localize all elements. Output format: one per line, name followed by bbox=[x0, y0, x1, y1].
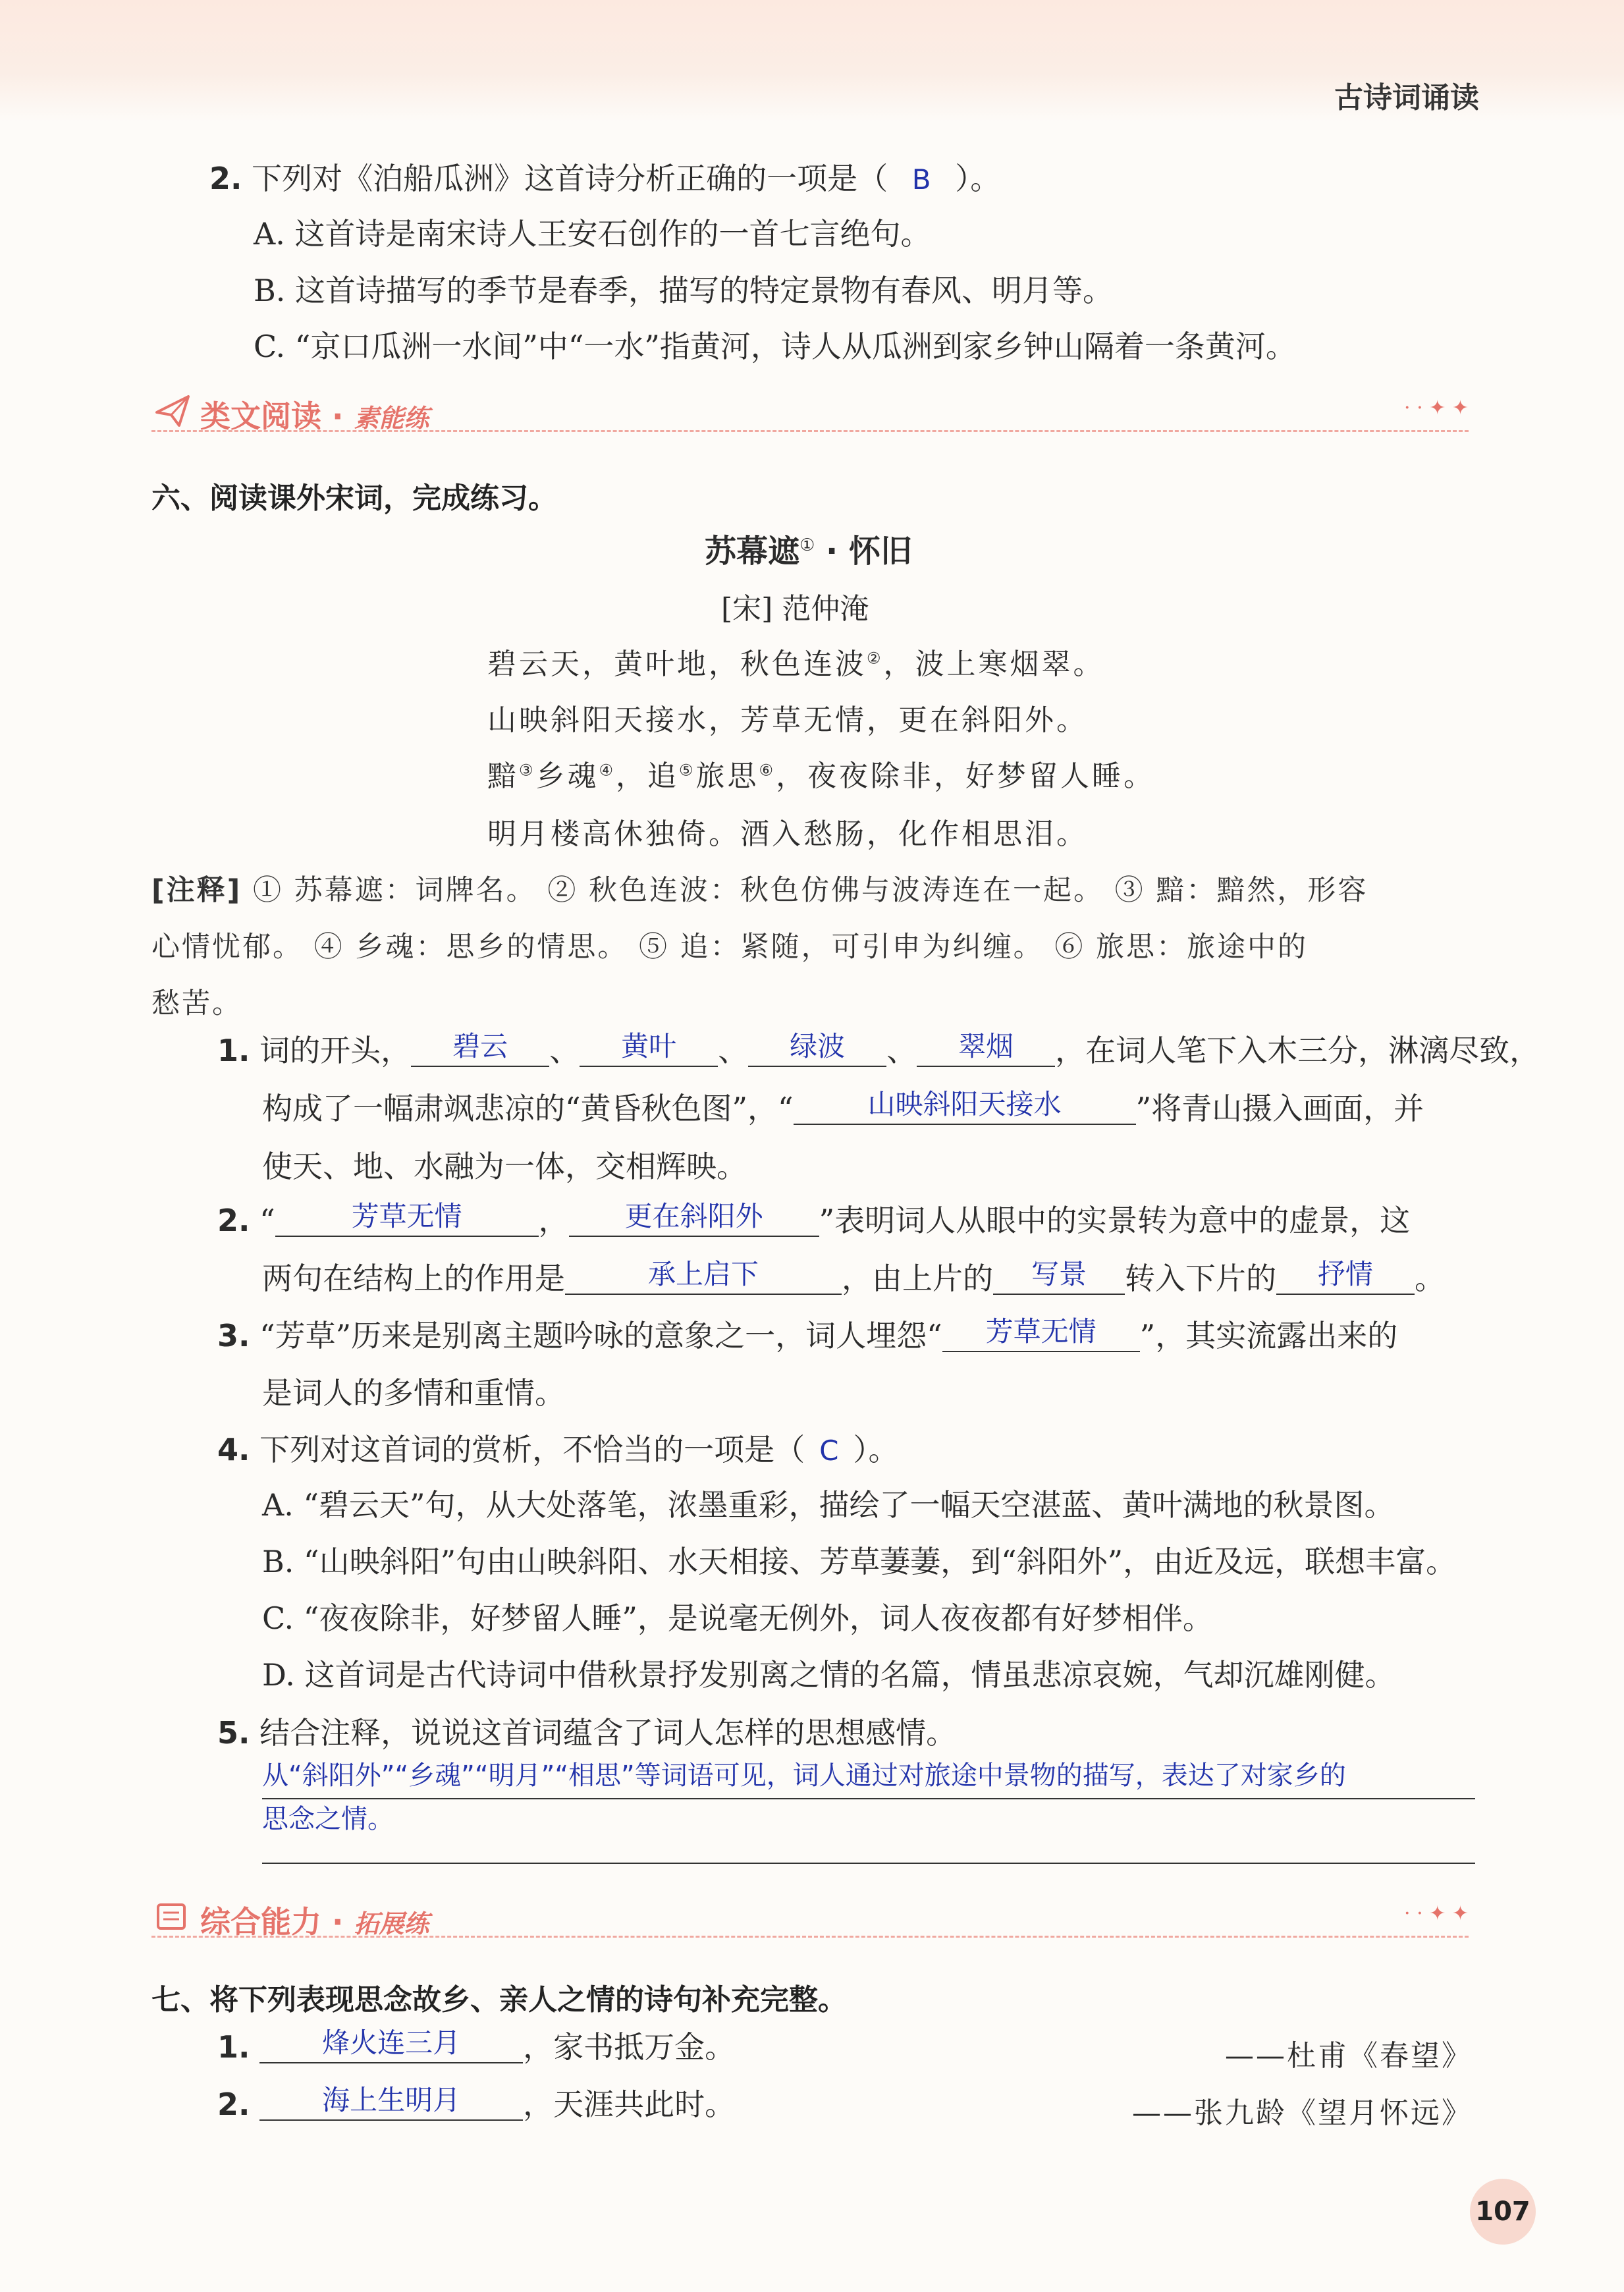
fill-blank[interactable]: 写景 bbox=[993, 1263, 1125, 1295]
option-b: B. 这首诗描写的季节是春季，描写的特定景物有春风、明月等。 bbox=[254, 273, 1114, 308]
page-number: 107 bbox=[1470, 2179, 1536, 2245]
q3-line2: 是词人的多情和重情。 bbox=[262, 1375, 565, 1411]
paper-plane-icon bbox=[154, 393, 191, 429]
option-d: D. 这首词是古代诗词中借秋景抒发别离之情的名篇，情虽悲凉哀婉，气却沉雄刚健。 bbox=[262, 1657, 1395, 1693]
note-line: 心情忧郁。 ④ 乡魂：思乡的情思。 ⑤ 追：紧随，可引申为纠缠。 ⑥ 旅思：旅途中的 bbox=[151, 931, 1309, 964]
stars-icon: · · ✦ ✦ bbox=[1404, 1902, 1469, 1925]
fill-blank[interactable]: 绿波 bbox=[748, 1035, 886, 1067]
option-a: A. “碧云天”句，从大处落笔，浓墨重彩，描绘了一幅天空湛蓝、黄叶满地的秋景图。 bbox=[262, 1487, 1395, 1523]
q4-stem: 4. 下列对这首词的赏析，不恰当的一项是（ C ）。 bbox=[217, 1432, 899, 1467]
q5-answer-line1[interactable]: 从“斜阳外”“乡魂”“明月”“相思”等词语可见，词人通过对旅途中景物的描写，表达了对家乡的 bbox=[262, 1760, 1346, 1791]
fill-blank[interactable]: 芳草无情 bbox=[942, 1321, 1140, 1352]
q2-top-stem bbox=[209, 163, 1000, 194]
fill-blank[interactable]: 抒情 bbox=[1276, 1263, 1415, 1295]
option-c: C. “京口瓜洲一水间”中“一水”指黄河，诗人从瓜洲到家乡钟山隔着一条黄河。 bbox=[254, 329, 1296, 364]
source-citation: ——张九龄《望月怀远》 bbox=[1132, 2096, 1473, 2130]
option-b: B. “山映斜阳”句由山映斜阳、水天相接、芳草萋萋，到“斜阳外”，由近及远，联想丰富。 bbox=[262, 1544, 1457, 1579]
q5-answer-line2[interactable]: 思念之情。 bbox=[262, 1804, 394, 1834]
q1-line3: 使天、地、水融为一体，交相辉映。 bbox=[262, 1149, 747, 1184]
fill-blank[interactable]: 承上启下 bbox=[565, 1263, 842, 1295]
answer-rule bbox=[262, 1863, 1475, 1864]
fill-blank[interactable]: 山映斜阳天接水 bbox=[794, 1093, 1136, 1125]
banner-divider bbox=[151, 430, 1469, 432]
section-6-title: 六、阅读课外宋词，完成练习。 bbox=[151, 481, 557, 515]
question-stem: 下列对《泊船瓜洲》这首诗分析正确的一项是（ bbox=[252, 161, 888, 196]
section-7-title: 七、将下列表现思念故乡、亲人之情的诗句补充完整。 bbox=[151, 1983, 847, 2017]
q3-line1: 3. “芳草”历来是别离主题吟咏的意象之一，词人埋怨“ 芳草无情 ”，其实流露出来的 bbox=[217, 1315, 1398, 1353]
banner-label: 综合能力 · 拓展练 bbox=[200, 1904, 429, 1940]
poem-line: 山映斜阳天接水，芳草无情，更在斜阳外。 bbox=[487, 703, 1088, 737]
scroll-icon bbox=[154, 1898, 191, 1935]
answer-rule bbox=[262, 1798, 1475, 1799]
option-a: A. 这首诗是南宋诗人王安石创作的一首七言绝句。 bbox=[254, 216, 931, 252]
s7-item-1: 1. 烽火连三月 ，家书抵万金。 bbox=[217, 2027, 736, 2065]
poem-line: 明月楼高休独倚。酒入愁肠，化作相思泪。 bbox=[487, 817, 1088, 851]
fill-blank[interactable]: 碧云 bbox=[411, 1035, 549, 1067]
running-header: 古诗词诵读 bbox=[1334, 81, 1479, 115]
note-line: 愁苦。 bbox=[151, 987, 242, 1020]
note-line: [注释] ① 苏幕遮：词牌名。 ② 秋色连波：秋色仿佛与波涛连在一起。 ③ 黯：黯然，形容 bbox=[151, 874, 1368, 907]
question-number: 1. bbox=[217, 1033, 250, 1068]
banner-divider bbox=[151, 1936, 1469, 1938]
section-banner-reading bbox=[151, 389, 1475, 435]
q5-stem: 5. 结合注释，说说这首词蕴含了词人怎样的思想感情。 bbox=[217, 1715, 957, 1751]
fill-blank[interactable]: 芳草无情 bbox=[275, 1205, 539, 1237]
q2-line1: 2. “ 芳草无情 ， 更在斜阳外 ”表明词人从眼中的实景转为意中的虚景，这 bbox=[217, 1200, 1411, 1238]
q1-line2: 构成了一幅肃飒悲凉的“黄昏秋色图”，“ 山映斜阳天接水 ”将青山摄入画面，并 bbox=[262, 1088, 1424, 1126]
fill-blank[interactable]: 海上生明月 bbox=[259, 2089, 523, 2121]
question-stem-end: ）。 bbox=[955, 161, 1001, 196]
fill-blank[interactable]: 更在斜阳外 bbox=[569, 1205, 819, 1237]
poem-author: [宋] 范仲淹 bbox=[721, 592, 869, 626]
fill-blank[interactable]: 翠烟 bbox=[917, 1035, 1055, 1067]
poem-line: 碧云天，黄叶地，秋色连波②，波上寒烟翠。 bbox=[487, 647, 1105, 681]
s7-item-2: 2. 海上生明月 ，天涯共此时。 bbox=[217, 2084, 736, 2122]
fill-blank[interactable]: 烽火连三月 bbox=[259, 2032, 523, 2063]
question-number: 1. bbox=[217, 2029, 250, 2065]
question-number: 5. bbox=[217, 1715, 250, 1751]
stars-icon: · · ✦ ✦ bbox=[1404, 396, 1469, 420]
section-banner-ability bbox=[151, 1894, 1475, 1940]
poem-line: 黯③乡魂④，追⑤旅思⑥，夜夜除非，好梦留人睡。 bbox=[487, 759, 1156, 793]
option-c: C. “夜夜除非，好梦留人睡”，是说毫无例外，词人夜夜都有好梦相伴。 bbox=[262, 1600, 1213, 1636]
fill-blank[interactable]: 黄叶 bbox=[580, 1035, 718, 1067]
question-number: 2. bbox=[217, 2087, 250, 2122]
q2-line2: 两句在结构上的作用是 承上启下 ，由上片的 写景 转入下片的 抒情 。 bbox=[262, 1258, 1445, 1296]
banner-label: 类文阅读 · 素能练 bbox=[200, 398, 429, 434]
question-number: 2. bbox=[209, 161, 242, 196]
question-number: 3. bbox=[217, 1318, 250, 1353]
choice-answer[interactable]: C bbox=[819, 1434, 839, 1467]
question-number: 4. bbox=[217, 1432, 250, 1467]
poem-title: 苏幕遮① · 怀旧 bbox=[705, 533, 912, 570]
choice-answer[interactable]: B bbox=[911, 163, 931, 196]
source-citation: ——杜甫《春望》 bbox=[1225, 2039, 1473, 2073]
q1-line1: 1. 词的开头， 碧云 、 黄叶 、 绿波 、 翠烟 ，在词人笔下入木三分，淋漓尽致， bbox=[217, 1030, 1540, 1068]
question-number: 2. bbox=[217, 1203, 250, 1238]
